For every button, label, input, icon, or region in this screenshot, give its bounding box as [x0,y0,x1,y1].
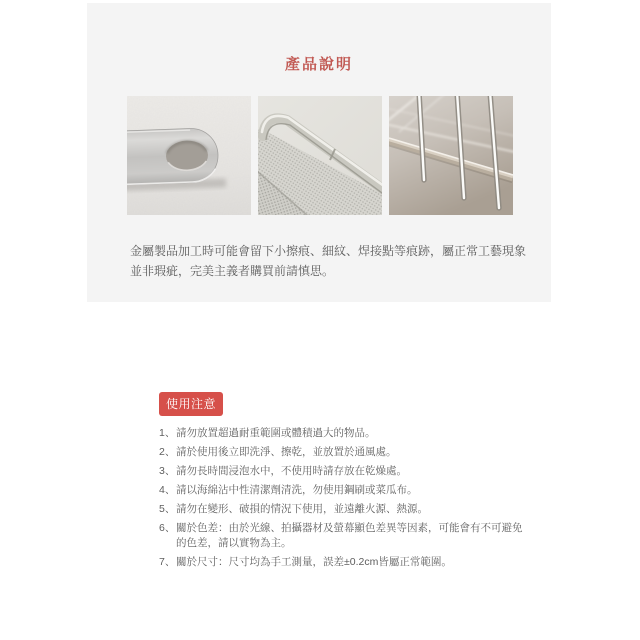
note-number: 5、 [159,503,176,515]
note-number: 4、 [159,484,176,496]
note-text: 請勿在變形、破損的情況下使用，並遠離火源、熱源。 [176,503,428,515]
usage-notes-section [159,392,559,574]
note-number: 6、 [159,522,176,534]
usage-note-item [159,502,559,517]
product-note-line: 並非瑕疵，完美主義者購買前請慎思。 [130,264,335,278]
usage-note-item [159,464,559,479]
product-photo-metal-handle [127,96,251,215]
usage-note-item [159,555,559,570]
note-text: 關於尺寸：尺寸均為手工測量，誤差±0.2cm皆屬正常範圍。 [176,556,452,568]
note-text: 請以海綿沾中性清潔劑清洗，勿使用鋼刷或菜瓜布。 [176,484,418,496]
usage-note-item [159,521,559,551]
product-note-text [130,241,540,281]
note-number: 3、 [159,465,176,477]
note-number: 7、 [159,556,176,568]
usage-note-item [159,426,559,441]
note-text: 關於色差：由於光線、拍攝器材及螢幕顯色差異等因素，可能會有不可避免 [176,522,523,534]
product-description-section [87,3,551,302]
note-text: 請勿長時間浸泡水中，不使用時請存放在乾燥處。 [176,465,407,477]
section-title: 產品說明 [284,56,353,73]
note-number: 1、 [159,427,176,439]
usage-note-item [159,445,559,460]
product-photo-mesh-basket [258,96,382,215]
wire-rack-illustration [389,96,513,215]
product-note-line: 金屬製品加工時可能會留下小擦痕、細紋、焊接點等痕跡，屬正常工藝現象 [130,244,527,258]
mesh-basket-illustration [258,96,382,215]
product-photo-wire-rack [389,96,513,215]
note-number: 2、 [159,446,176,458]
product-photo-row [127,96,513,215]
note-text: 的色差，請以實物為主。 [176,537,292,549]
usage-note-item [159,483,559,498]
usage-notes-list [159,426,559,570]
note-text: 請於使用後立即洗淨、擦乾，並放置於通風處。 [176,446,397,458]
metal-handle-illustration [127,96,251,215]
note-text: 請勿放置超過耐重範圍或體積過大的物品。 [176,427,376,439]
usage-notes-badge: 使用注意 [159,392,223,416]
